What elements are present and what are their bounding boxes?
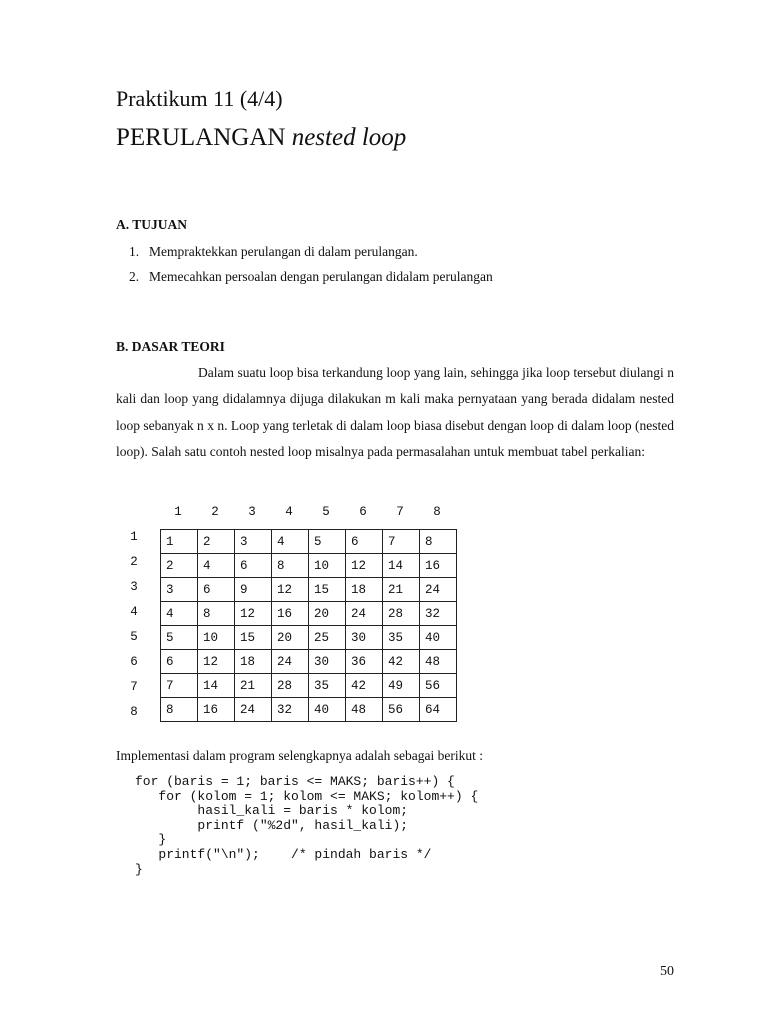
page-number: 50 [660, 964, 674, 979]
table-cell: 2 [198, 530, 235, 554]
column-header: 1 [174, 505, 182, 519]
table-cell: 48 [346, 698, 383, 722]
list-item-text: Memecahkan persoalan dengan perulangan didalam perulangan [149, 269, 493, 284]
table-cell: 3 [235, 530, 272, 554]
table-cell: 8 [420, 530, 457, 554]
table-cell: 28 [272, 674, 309, 698]
row-header: 8 [130, 705, 138, 719]
table-cell: 15 [309, 578, 346, 602]
table-cell: 4 [198, 554, 235, 578]
row-header: 5 [130, 630, 138, 644]
table-cell: 4 [272, 530, 309, 554]
table-cell: 7 [383, 530, 420, 554]
table-row [161, 554, 457, 578]
table-cell: 12 [272, 578, 309, 602]
row-header: 7 [130, 680, 138, 694]
table-cell: 10 [309, 554, 346, 578]
table-cell: 15 [235, 626, 272, 650]
multiplication-table [160, 529, 457, 722]
table-cell: 16 [272, 602, 309, 626]
table-cell: 2 [161, 554, 198, 578]
row-header: 3 [130, 580, 138, 594]
table-cell: 36 [346, 650, 383, 674]
table-cell: 42 [383, 650, 420, 674]
table-cell: 6 [161, 650, 198, 674]
table-cell: 64 [420, 698, 457, 722]
table-cell: 7 [161, 674, 198, 698]
page-title [116, 124, 406, 152]
table-cell: 6 [198, 578, 235, 602]
table-cell: 32 [420, 602, 457, 626]
code-block: for (baris = 1; baris <= MAKS; baris++) { for (kolom = 1; kolom <= MAKS; kolom++) { hasil_kali = baris * kolom; printf ("%2d", hasil_kali); } printf("\n"); /* pindah baris */ } [135, 774, 479, 877]
table-cell: 18 [235, 650, 272, 674]
table-cell: 16 [198, 698, 235, 722]
table-cell: 30 [309, 650, 346, 674]
table-cell: 9 [235, 578, 272, 602]
column-header: 5 [322, 505, 330, 519]
column-header: 8 [433, 505, 441, 519]
table-cell: 40 [309, 698, 346, 722]
table-cell: 49 [383, 674, 420, 698]
column-header: 7 [396, 505, 404, 519]
table-row [161, 626, 457, 650]
row-header: 1 [130, 530, 138, 544]
table-row [161, 578, 457, 602]
table-cell: 12 [346, 554, 383, 578]
table-cell: 28 [383, 602, 420, 626]
table-cell: 24 [420, 578, 457, 602]
row-header: 4 [130, 605, 138, 619]
table-row [161, 698, 457, 722]
list-item-text: Mempraktekkan perulangan di dalam perulangan. [149, 244, 418, 259]
table-cell: 6 [235, 554, 272, 578]
table-cell: 30 [346, 626, 383, 650]
praktikum-label: Praktikum 11 (4/4) [116, 86, 283, 111]
table-cell: 8 [161, 698, 198, 722]
table-cell: 32 [272, 698, 309, 722]
section-a-heading: A. TUJUAN [116, 217, 188, 232]
table-cell: 6 [346, 530, 383, 554]
table-cell: 35 [309, 674, 346, 698]
table-row [161, 602, 457, 626]
table-cell: 8 [272, 554, 309, 578]
table-cell: 20 [309, 602, 346, 626]
list-item-number: 1. [129, 244, 140, 259]
row-header: 2 [130, 555, 138, 569]
table-cell: 10 [198, 626, 235, 650]
table-cell: 48 [420, 650, 457, 674]
theory-paragraph [116, 360, 674, 465]
table-cell: 56 [383, 698, 420, 722]
table-cell: 24 [235, 698, 272, 722]
section-b-heading: B. DASAR TEORI [116, 339, 225, 354]
row-header: 6 [130, 655, 138, 669]
table-cell: 1 [161, 530, 198, 554]
table-cell: 21 [235, 674, 272, 698]
implementation-text: Implementasi dalam program selengkapnya adalah sebagai berikut : [116, 748, 483, 763]
table-cell: 12 [235, 602, 272, 626]
table-cell: 35 [383, 626, 420, 650]
table-cell: 3 [161, 578, 198, 602]
table-cell: 14 [383, 554, 420, 578]
table-cell: 56 [420, 674, 457, 698]
table-cell: 5 [309, 530, 346, 554]
table-cell: 4 [161, 602, 198, 626]
table-cell: 42 [346, 674, 383, 698]
table-cell: 12 [198, 650, 235, 674]
table-cell: 8 [198, 602, 235, 626]
title-italic: nested loop [291, 124, 407, 151]
table-row [161, 530, 457, 554]
table-cell: 24 [272, 650, 309, 674]
column-header: 4 [285, 505, 293, 519]
title-main: PERULANGAN [116, 124, 286, 151]
theory-paragraph-text: Dalam suatu loop bisa terkandung loop yang lain, sehingga jika loop tersebut diulangi n kali dan loop yang didalamnya dijuga dilakukan m kali maka pernyataan yang berada didalam nested loop sebanyak n x n. Loop yang terletak di dalam loop biasa disebut dengan loop di dalam loop (nested loop). Salah satu contoh nested loop misalnya pada permasalahan untuk membuat tabel perkalian: [116, 365, 674, 459]
table-cell: 40 [420, 626, 457, 650]
table-row [161, 674, 457, 698]
column-header: 2 [211, 505, 219, 519]
table-cell: 20 [272, 626, 309, 650]
table-cell: 24 [346, 602, 383, 626]
table-row [161, 650, 457, 674]
table-cell: 16 [420, 554, 457, 578]
table-cell: 25 [309, 626, 346, 650]
table-cell: 21 [383, 578, 420, 602]
column-header: 6 [359, 505, 367, 519]
table-cell: 18 [346, 578, 383, 602]
table-cell: 5 [161, 626, 198, 650]
table-cell: 14 [198, 674, 235, 698]
column-header: 3 [248, 505, 256, 519]
list-item-number: 2. [129, 269, 140, 284]
